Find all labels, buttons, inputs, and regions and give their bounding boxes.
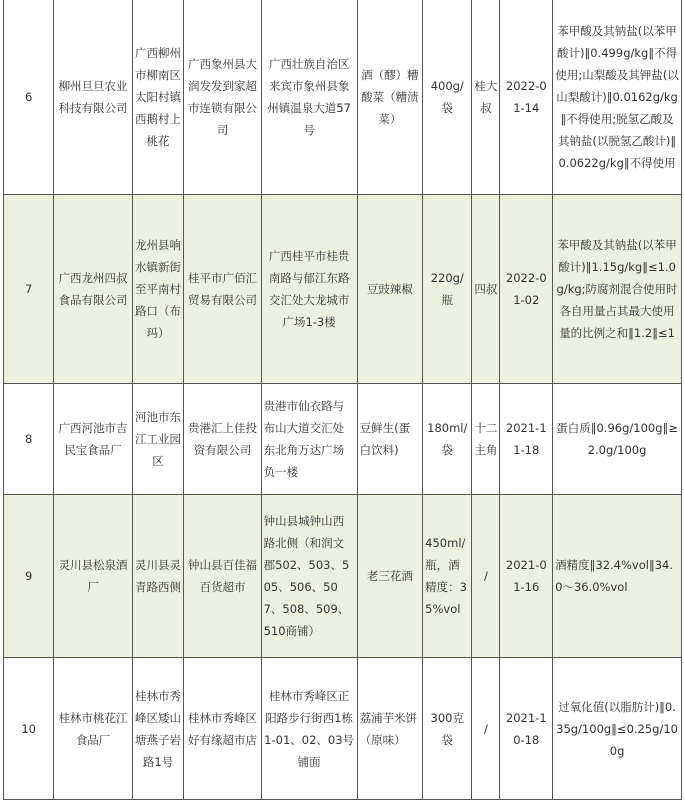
product-spec: 220g/瓶 (423, 195, 472, 384)
row-index: 8 (4, 384, 54, 495)
seller-address: 广西桂平市桂贵南路与郁江东路交汇处大龙城市广场1-3楼 (261, 195, 357, 384)
table-row (4, 495, 682, 658)
failed-item: 酒精度‖32.4%vol‖34.0～36.0%vol (553, 495, 682, 658)
brand: 四叔 (472, 195, 500, 384)
product-spec: 450ml/瓶，酒精度：35%vol (423, 495, 472, 658)
failed-item: 苯甲酸及其钠盐(以苯甲酸计)‖1.15g/kg‖≤1.0g/kg;防腐剂混合使用时各自用量占其最大使用量的比例之和‖1.2‖≤1 (553, 195, 682, 384)
producer-name: 广西龙州四叔食品有限公司 (54, 195, 132, 384)
brand: 桂大叔 (472, 0, 500, 195)
seller-name: 钟山县百佳福百货超市 (184, 495, 261, 658)
production-date: 2021-10-18 (500, 658, 553, 800)
table-row (4, 384, 682, 495)
row-index: 10 (4, 658, 54, 800)
seller-address: 桂林市秀峰区正阳路步行街西1栋1-01、02、03号铺面 (261, 658, 357, 800)
seller-address: 钟山县城钟山西路北侧（和润文郡502、503、505、506、507、508、509、510商铺） (261, 495, 357, 658)
product-spec: 180ml/袋 (423, 384, 472, 495)
table-row (4, 0, 682, 195)
production-date: 2021-01-16 (500, 495, 553, 658)
producer-address: 广西柳州市柳南区太阳村镇西鹅村上桃花 (132, 0, 184, 195)
brand: / (472, 658, 500, 800)
producer-address: 灵川县灵青路西侧 (132, 495, 184, 658)
brand: / (472, 495, 500, 658)
table-row (4, 658, 682, 800)
row-index: 6 (4, 0, 54, 195)
producer-address: 桂林市秀峰区矮山塘燕子岩路1号 (132, 658, 184, 800)
product-name: 老三花酒 (357, 495, 423, 658)
production-date: 2022-01-02 (500, 195, 553, 384)
table-row (4, 195, 682, 384)
producer-address: 龙州县响水镇新街至平南村路口（布玛） (132, 195, 184, 384)
product-spec: 400g/袋 (423, 0, 472, 195)
seller-address: 贵港市仙衣路与布山大道交汇处东北角万达广场负一楼 (261, 384, 357, 495)
row-index: 9 (4, 495, 54, 658)
seller-name: 贵港汇上佳投资有限公司 (184, 384, 261, 495)
seller-address: 广西壮族自治区来宾市象州县象州镇温泉大道57号 (261, 0, 357, 195)
producer-name: 灵川县松泉酒厂 (54, 495, 132, 658)
production-date: 2022-01-14 (500, 0, 553, 195)
product-name: 豆豉辣椒 (357, 195, 423, 384)
producer-name: 柳州旦旦农业科技有限公司 (54, 0, 132, 195)
seller-name: 广西象州县大润发发到家超市连锁有限公司 (184, 0, 261, 195)
failed-item: 苯甲酸及其钠盐(以苯甲酸计)‖0.499g/kg‖不得使用;山梨酸及其钾盐(以山梨酸计)‖0.0162g/kg‖不得使用;脱氢乙酸及其钠盐(以脱氢乙酸计)‖0.0622g/kg‖不得使用 (553, 0, 682, 195)
producer-name: 广西河池市吉民宝食品厂 (54, 384, 132, 495)
brand: 十二主角 (472, 384, 500, 495)
failed-item: 过氧化值(以脂肪计)‖0.35g/100g‖≤0.25g/100g (553, 658, 682, 800)
product-name: 酒（醪）糟酸菜（糟渍菜） (357, 0, 423, 195)
results-table (3, 0, 682, 800)
producer-name: 桂林市桃花江食品厂 (54, 658, 132, 800)
seller-name: 桂林市秀峰区好有缘超市店 (184, 658, 261, 800)
product-name: 荔浦芋米饼（原味） (357, 658, 423, 800)
row-index: 7 (4, 195, 54, 384)
failed-item: 蛋白质‖0.96g/100g‖≥2.0g/100g (553, 384, 682, 495)
product-name: 豆鲜生(蛋白饮料) (357, 384, 423, 495)
product-spec: 300克袋 (423, 658, 472, 800)
seller-name: 桂平市广佰汇贸易有限公司 (184, 195, 261, 384)
production-date: 2021-11-18 (500, 384, 553, 495)
producer-address: 河池市东江工业园区 (132, 384, 184, 495)
